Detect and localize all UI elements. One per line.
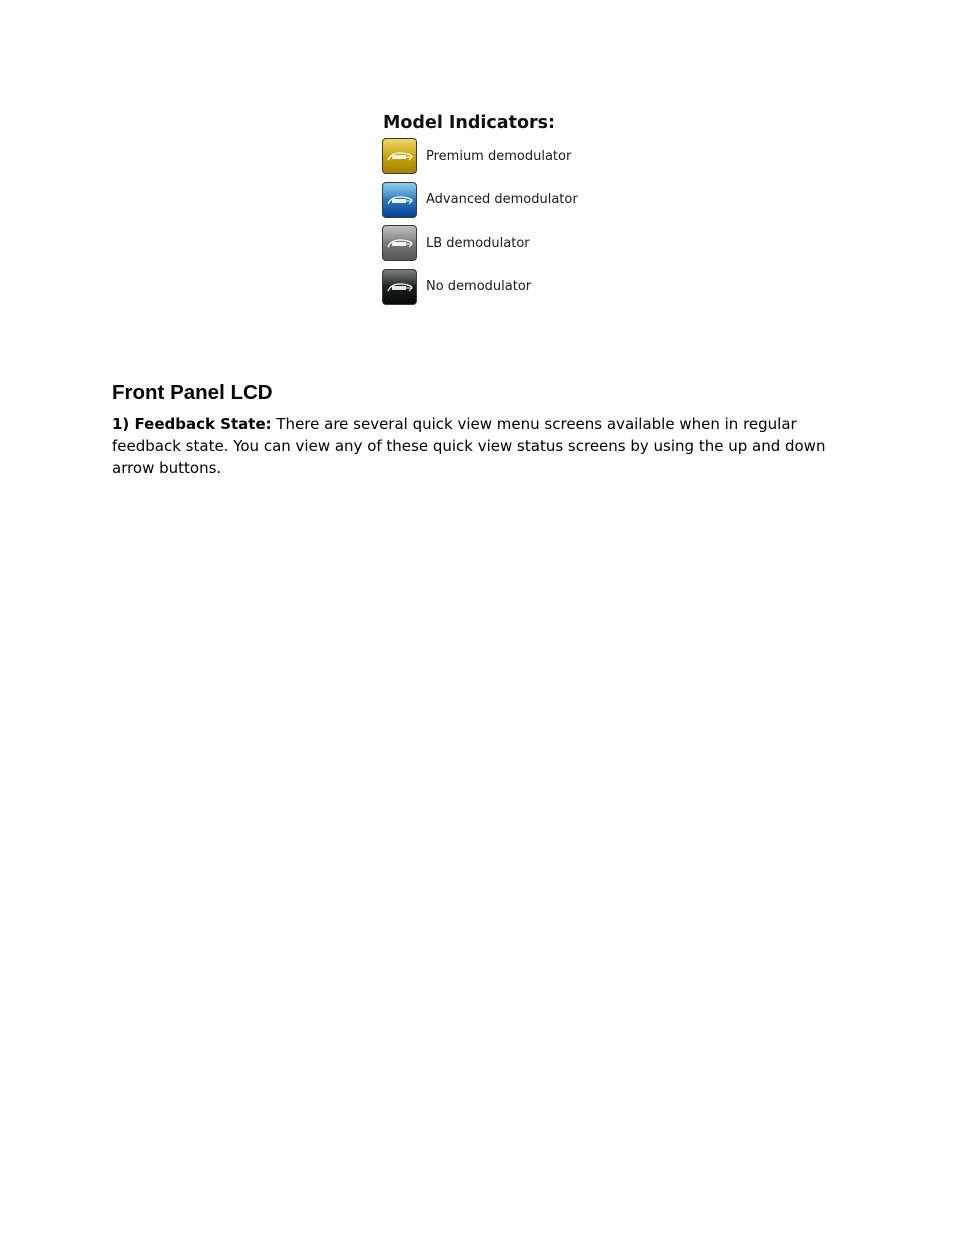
legend-item-none — [382, 268, 582, 306]
legend-item-label: No demodulator — [426, 279, 532, 294]
feedback-state-paragraph — [112, 413, 842, 479]
legend-item-advanced — [382, 181, 582, 219]
feedback-state-body: There are several quick view menu screens available when in regular feedback state. You can view any of these quick view status screens by using the up and down arrow buttons. — [112, 415, 826, 477]
adtec-logo-icon — [386, 195, 414, 206]
no-demod-badge-icon — [382, 269, 417, 305]
legend-item-premium — [382, 137, 582, 175]
section-title: Front Panel LCD — [112, 381, 273, 404]
adtec-logo-icon — [386, 238, 414, 249]
advanced-badge-icon — [382, 182, 417, 218]
legend-item-label: Premium demodulator — [426, 148, 572, 164]
adtec-logo-icon — [386, 282, 414, 293]
feedback-state-lead: 1) Feedback State: — [112, 415, 272, 433]
model-indicators-legend — [382, 111, 582, 311]
lb-badge-icon — [382, 225, 417, 261]
legend-item-label: Advanced demodulator — [426, 192, 578, 207]
legend-title: Model Indicators: — [383, 113, 556, 133]
legend-item-label: LB demodulator — [426, 235, 530, 251]
premium-badge-icon — [382, 138, 417, 174]
legend-item-lb — [382, 224, 582, 262]
adtec-logo-icon — [386, 151, 414, 162]
